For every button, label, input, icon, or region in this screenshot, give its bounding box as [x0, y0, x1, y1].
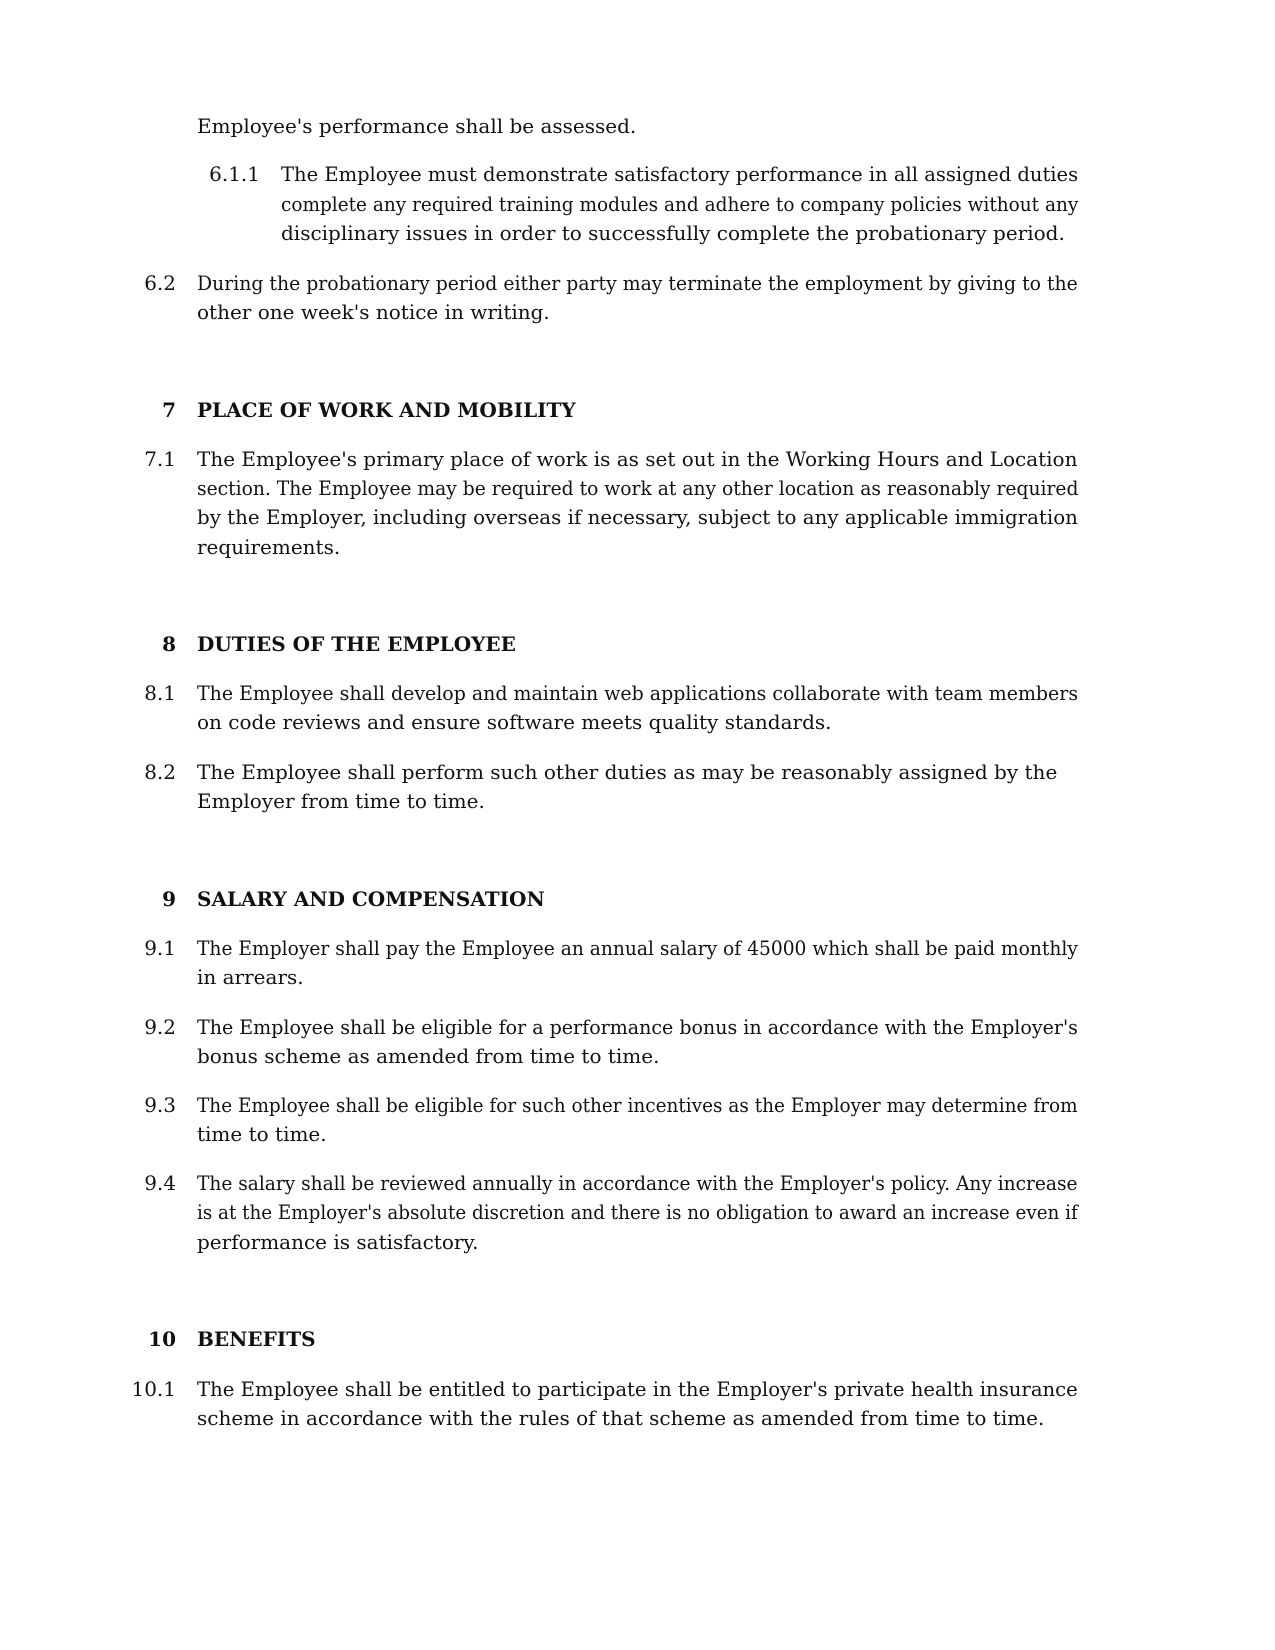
clause-text-line: scheme in accordance with the rules of that scheme as amended from time to time.	[197, 1406, 1045, 1430]
clause-text-line: is at the Employer's absolute discretion and there is no obligation to award an increase even if	[197, 1200, 1078, 1224]
section-number: 8	[162, 632, 176, 656]
clause-text-line: The salary shall be reviewed annually in accordance with the Employer's policy. Any increase	[197, 1171, 1078, 1195]
clause-text-line: in arrears.	[197, 965, 304, 989]
clause-text-line: time to time.	[197, 1122, 327, 1146]
clause-text-line: requirements.	[197, 535, 341, 559]
section-title: SALARY AND COMPENSATION	[197, 887, 545, 911]
section-number: 9	[162, 887, 176, 911]
clause-text-line: The Employee shall be eligible for a performance bonus in accordance with the Employer's	[197, 1015, 1078, 1039]
section-number: 7	[162, 398, 176, 422]
clause-number: 6.2	[144, 271, 176, 295]
clause-text-line: The Employer shall pay the Employee an annual salary of 45000 which shall be paid monthly	[197, 936, 1078, 960]
clause-text-line: complete any required training modules and adhere to company policies without any	[281, 192, 1079, 216]
clause-text-line: The Employee shall develop and maintain web applications collaborate with team members	[197, 681, 1079, 705]
section-title: PLACE OF WORK AND MOBILITY	[197, 398, 576, 422]
clause-number: 7.1	[144, 447, 176, 471]
clause-text-line: The Employee shall be entitled to participate in the Employer's private health insurance	[197, 1377, 1078, 1401]
clause-text-line: other one week's notice in writing.	[197, 300, 550, 324]
clause-number: 9.2	[144, 1015, 176, 1039]
clause-text-line: The Employee shall be eligible for such other incentives as the Employer may determine from	[197, 1093, 1078, 1117]
clause-text-line: by the Employer, including overseas if necessary, subject to any applicable immigration	[197, 505, 1078, 529]
clause-text-line: The Employee shall perform such other duties as may be reasonably assigned by the	[197, 760, 1058, 784]
clause-text-line: The Employee must demonstrate satisfactory performance in all assigned duties	[281, 162, 1079, 186]
clause-text-line: bonus scheme as amended from time to time.	[197, 1044, 660, 1068]
clause-text-line: on code reviews and ensure software meets quality standards.	[197, 710, 832, 734]
section-title: BENEFITS	[197, 1327, 316, 1351]
clause-number: 9.3	[144, 1093, 176, 1117]
section-number: 10	[148, 1327, 176, 1351]
section-title: DUTIES OF THE EMPLOYEE	[197, 632, 516, 656]
clause-number: 9.4	[144, 1171, 176, 1195]
clause-number: 8.1	[144, 681, 176, 705]
clause-number: 10.1	[131, 1377, 176, 1401]
clause-text-line: Employer from time to time.	[197, 789, 485, 813]
clause-text-line: section. The Employee may be required to work at any other location as reasonably required	[197, 476, 1079, 500]
clause-text-line: The Employee's primary place of work is as set out in the Working Hours and Location	[197, 447, 1078, 471]
clause-text-line: performance is satisfactory.	[197, 1230, 479, 1254]
clause-number: 6.1.1	[209, 162, 260, 186]
clause-text-line: During the probationary period either party may terminate the employment by giving to the	[197, 271, 1078, 295]
clause-number: 9.1	[144, 936, 176, 960]
continuation-text: Employee's performance shall be assessed.	[197, 114, 637, 138]
clause-text-line: disciplinary issues in order to successfully complete the probationary period.	[281, 221, 1065, 245]
clause-number: 8.2	[144, 760, 176, 784]
